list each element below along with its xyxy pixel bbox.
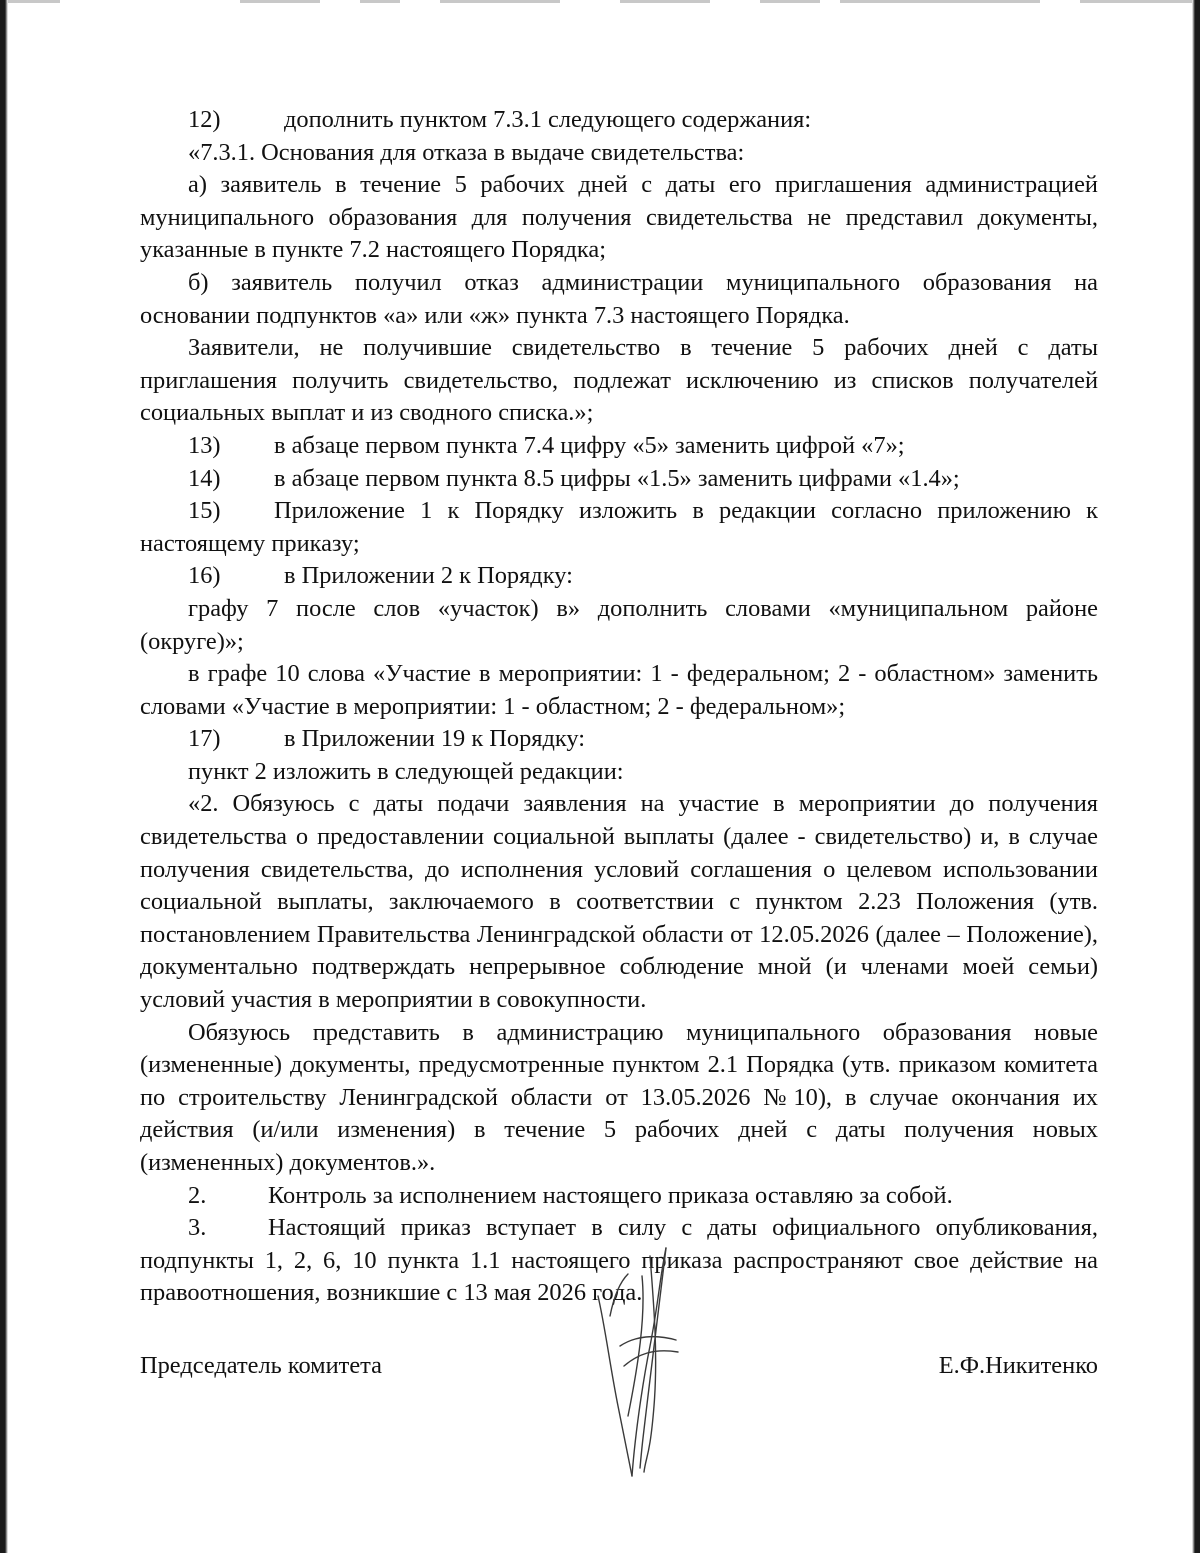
paragraph-text: Заявители, не получившие свидетельство в течение 5 рабочих дней с даты приглашения получить свидетельство, подлежат исключению из списков получателей социальных выплат и из сводного списка.»;: [140, 334, 1098, 427]
item-number: 14): [188, 464, 221, 492]
paragraph-text: дополнить пунктом 7.3.1 следующего содержания:: [284, 106, 812, 133]
paragraph-item-17: [140, 723, 1098, 756]
scan-edge-left: [0, 0, 8, 1553]
paragraph-text: в графе 10 слова «Участие в мероприятии: 1 - федеральном; 2 - областном» заменить словами «Участие в мероприятии: 1 - областном; 2 - федеральном»;: [140, 660, 1098, 720]
paragraph-text: в Приложении 2 к Порядку:: [284, 562, 573, 590]
paragraph-item-15: [140, 495, 1098, 560]
document-body: [140, 104, 1098, 1310]
paragraph-text: Приложение 1 к Порядку изложить в редакции согласно приложению к настоящему приказу;: [140, 497, 1098, 557]
item-number: 16): [188, 562, 221, 590]
paragraph: [140, 267, 1098, 332]
paragraph: [140, 137, 1098, 170]
paragraph-text: Контроль за исполнением настоящего приказа оставляю за собой.: [268, 1181, 953, 1209]
paragraph-item-16: [140, 560, 1098, 593]
clause-number: 2.: [188, 1181, 207, 1209]
paragraph-text: Обязуюсь представить в администрацию муниципального образования новые (измененные) документы, предусмотренные пунктом 2.1 Порядка (утв. приказом комитета по строительству Ленинградской области от 13.05.2026 №10), в случае окончания их действия (и/или изменения) в течение 5 рабочих дней с даты получения новых (измененных) документов.».: [140, 1018, 1098, 1176]
paragraph: [140, 593, 1098, 658]
paragraph-text: графу 7 после слов «участок) в» дополнить словами «муниципальном районе (округе)»;: [140, 594, 1098, 655]
signature-block: [140, 1352, 1098, 1386]
paragraph-text: Настоящий приказ вступает в силу с даты официального опубликования, подпункты 1, 2, 6, 10 пункта 1.1 настоящего приказа распространяют свое действие на правоотношения, возникшие с 13 мая 2026 года.: [140, 1214, 1098, 1307]
paragraph-text: в абзаце первом пункта 8.5 цифры «1.5» заменить цифрами «1.4»;: [274, 464, 960, 492]
paragraph-clause-2: [140, 1180, 1098, 1213]
scan-artifact-top: [0, 0, 1200, 14]
paragraph: [140, 332, 1098, 430]
item-number: 13): [188, 431, 221, 459]
paragraph-item-12: [140, 104, 1098, 137]
paragraph: [140, 788, 1098, 1016]
paragraph-text: б) заявитель получил отказ администрации муниципального образования на основании подпунктов «а» или «ж» пункта 7.3 настоящего Порядка.: [140, 268, 1098, 329]
paragraph-item-14: [140, 463, 1098, 496]
paragraph-text: в абзаце первом пункта 7.4 цифру «5» заменить цифрой «7»;: [274, 431, 905, 459]
paragraph-item-13: [140, 430, 1098, 463]
paragraph: [140, 1017, 1098, 1180]
item-number: 17): [188, 725, 221, 753]
paragraph-text: а) заявитель в течение 5 рабочих дней с даты его приглашения администрацией муниципального образования для получения свидетельства не представил документы, указанные в пункте 7.2 настоящего Порядка;: [140, 171, 1098, 264]
paragraph: [140, 169, 1098, 267]
scan-edge-right: [1192, 0, 1200, 1553]
item-number: 15): [188, 497, 221, 525]
paragraph: [140, 756, 1098, 789]
signatory-title: Председатель комитета: [140, 1352, 382, 1379]
paragraph-text: пункт 2 изложить в следующей редакции:: [188, 757, 624, 785]
item-number: 12): [188, 106, 221, 133]
clause-number: 3.: [188, 1214, 207, 1242]
signatory-name: Е.Ф.Никитенко: [938, 1352, 1098, 1379]
paragraph-text: в Приложении 19 к Порядку:: [284, 725, 586, 753]
paragraph-text: «2. Обязуюсь с даты подачи заявления на участие в мероприятии до получения свидетельства о предоставлении социальной выплаты (далее - свидетельство) и, в случае получения свидетельства, до исполнения условий соглашения о целевом использовании социальной выплаты, заключаемого в соответствии с пунктом 2.23 Положения (утв. постановлением Правительства Ленинградской области от 12.05.2026 (далее – Положение), документально подтверждать непрерывное соблюдение мной (и членами моей семьи) условий участия в мероприятии в совокупности.: [140, 790, 1098, 1014]
paragraph: [140, 658, 1098, 723]
paragraph-text: «7.3.1. Основания для отказа в выдаче свидетельства:: [188, 138, 745, 166]
